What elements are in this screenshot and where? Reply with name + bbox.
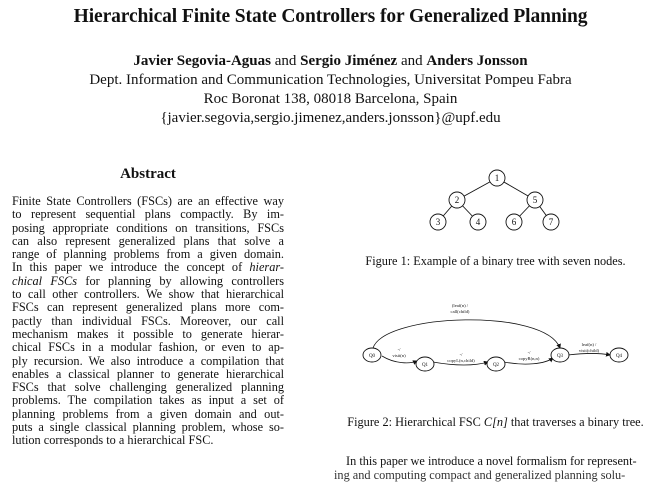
abstract-line: ply recursion. We also introduce a compilation that <box>12 353 284 368</box>
affiliation-emails: {javier.segovia,sergio.jimenez,anders.jonsson}@upf.edu <box>160 110 501 126</box>
abstract-emphasis: chical FSCs <box>12 273 78 288</box>
tree-node-label: 7 <box>548 217 554 227</box>
author-line <box>0 53 661 70</box>
fsc-edge-label: (leaf(n) / <box>451 303 469 308</box>
tree-node-label: 2 <box>454 195 460 205</box>
abstract-line: lution corresponds to a hierarchical FSC. <box>12 433 214 448</box>
tree-node-label: 6 <box>511 217 517 227</box>
affiliation-dept: Dept. Information and Communication Technologies, Universitat Pompeu Fabra <box>89 72 572 88</box>
abstract-body <box>12 195 284 448</box>
intro-paragraph <box>334 454 661 482</box>
fsc-edge-label: -/ <box>459 352 463 357</box>
figure-1-caption: Figure 1: Example of a binary tree with seven nodes. <box>365 254 626 268</box>
tree-node-label: 1 <box>494 173 500 183</box>
abstract-line: chical FSCs in a modular fashion, or even to ap- <box>12 340 284 355</box>
abstract-line: pactly than individual FSCs. Moreover, our call <box>12 313 284 328</box>
tree-node-label: 3 <box>435 217 441 227</box>
abstract-line: enables a classical planner to generate hierarchical <box>12 366 284 381</box>
fsc-figure <box>355 298 635 378</box>
abstract-line: problems. The compilation takes as input a set of <box>12 393 284 408</box>
abstract-text: for planning by allowing controllers <box>77 273 284 288</box>
fsc-state-label: Q2 <box>492 363 500 368</box>
author-3: Anders Jonsson <box>426 53 528 69</box>
abstract-line <box>12 261 284 274</box>
author-conj-2: and <box>400 53 423 69</box>
caption-text: Figure 2: Hierarchical FSC <box>347 415 484 429</box>
abstract-line: FSCs that solve challenging generalized planning <box>12 380 284 395</box>
fsc-edge-label: visit(n) <box>392 353 406 358</box>
fsc-edge-call <box>373 320 560 348</box>
caption-text: that traverses a binary tree. <box>507 415 644 429</box>
fsc-edge <box>568 354 610 356</box>
abstract-emphasis: hierar- <box>249 260 284 275</box>
fsc-edge-label: copyR(n,n) <box>518 356 540 361</box>
abstract-line: to represent sequential plans compactly. By im- <box>12 207 284 222</box>
tree-node-label: 4 <box>475 217 481 227</box>
fsc-edge-label: -/ <box>527 350 531 355</box>
author-conj-1: and <box>274 53 297 69</box>
affiliation-address: Roc Boronat 138, 08018 Barcelona, Spain <box>203 91 458 107</box>
fsc-state-label: Q0 <box>368 354 376 359</box>
fsc-state-label: Q1 <box>421 363 429 368</box>
paper-title: Hierarchical Finite State Controllers for Generalized Planning <box>73 6 588 27</box>
author-2: Sergio Jiménez <box>300 53 398 69</box>
abstract-line: range of planning problems from a given domain. <box>12 247 284 262</box>
intro-line: ing and computing compact and generalized planning solu- <box>334 468 626 482</box>
intro-line: In this paper we introduce a novel formalism for represent- <box>346 454 637 468</box>
author-1: Javier Segovia-Aguas <box>133 53 271 69</box>
abstract-line <box>12 275 284 288</box>
abstract-line: to call other controllers. We show that hierarchical <box>12 287 284 302</box>
abstract-line: can also represent generalized plans that solve a <box>12 233 284 248</box>
fsc-edge-label: leaf(n) / <box>581 342 597 347</box>
abstract-line: Finite State Controllers (FSCs) are an effective way <box>12 194 284 208</box>
abstract-line: mechanism makes it possible to generate hierar- <box>12 326 284 341</box>
fsc-state-label: Q4 <box>615 354 623 359</box>
binary-tree-figure <box>420 165 570 237</box>
abstract-text: In this paper we introduce the concept of <box>12 260 243 275</box>
tree-node-label: 5 <box>532 195 538 205</box>
abstract-line: planning problems from a given domain and out- <box>12 406 284 421</box>
figure-2-caption <box>330 415 661 430</box>
caption-math: C[n] <box>483 415 508 429</box>
abstract-heading: Abstract <box>120 166 176 182</box>
fsc-state-label: Q3 <box>556 354 564 359</box>
abstract-line: puts a single classical planning problem, whose so- <box>12 420 284 435</box>
fsc-edge-label: call(child) <box>450 309 470 314</box>
fsc-edge-label: copyL(n,child) <box>447 358 475 363</box>
fsc-edge-label: visit(child) <box>578 348 600 353</box>
fsc-edge-label: -/ <box>397 347 401 352</box>
abstract-line: FSCs can represent generalized plans more com- <box>12 300 284 315</box>
abstract-line: posing appropriate conditions on transitions, FSCs <box>12 220 284 235</box>
